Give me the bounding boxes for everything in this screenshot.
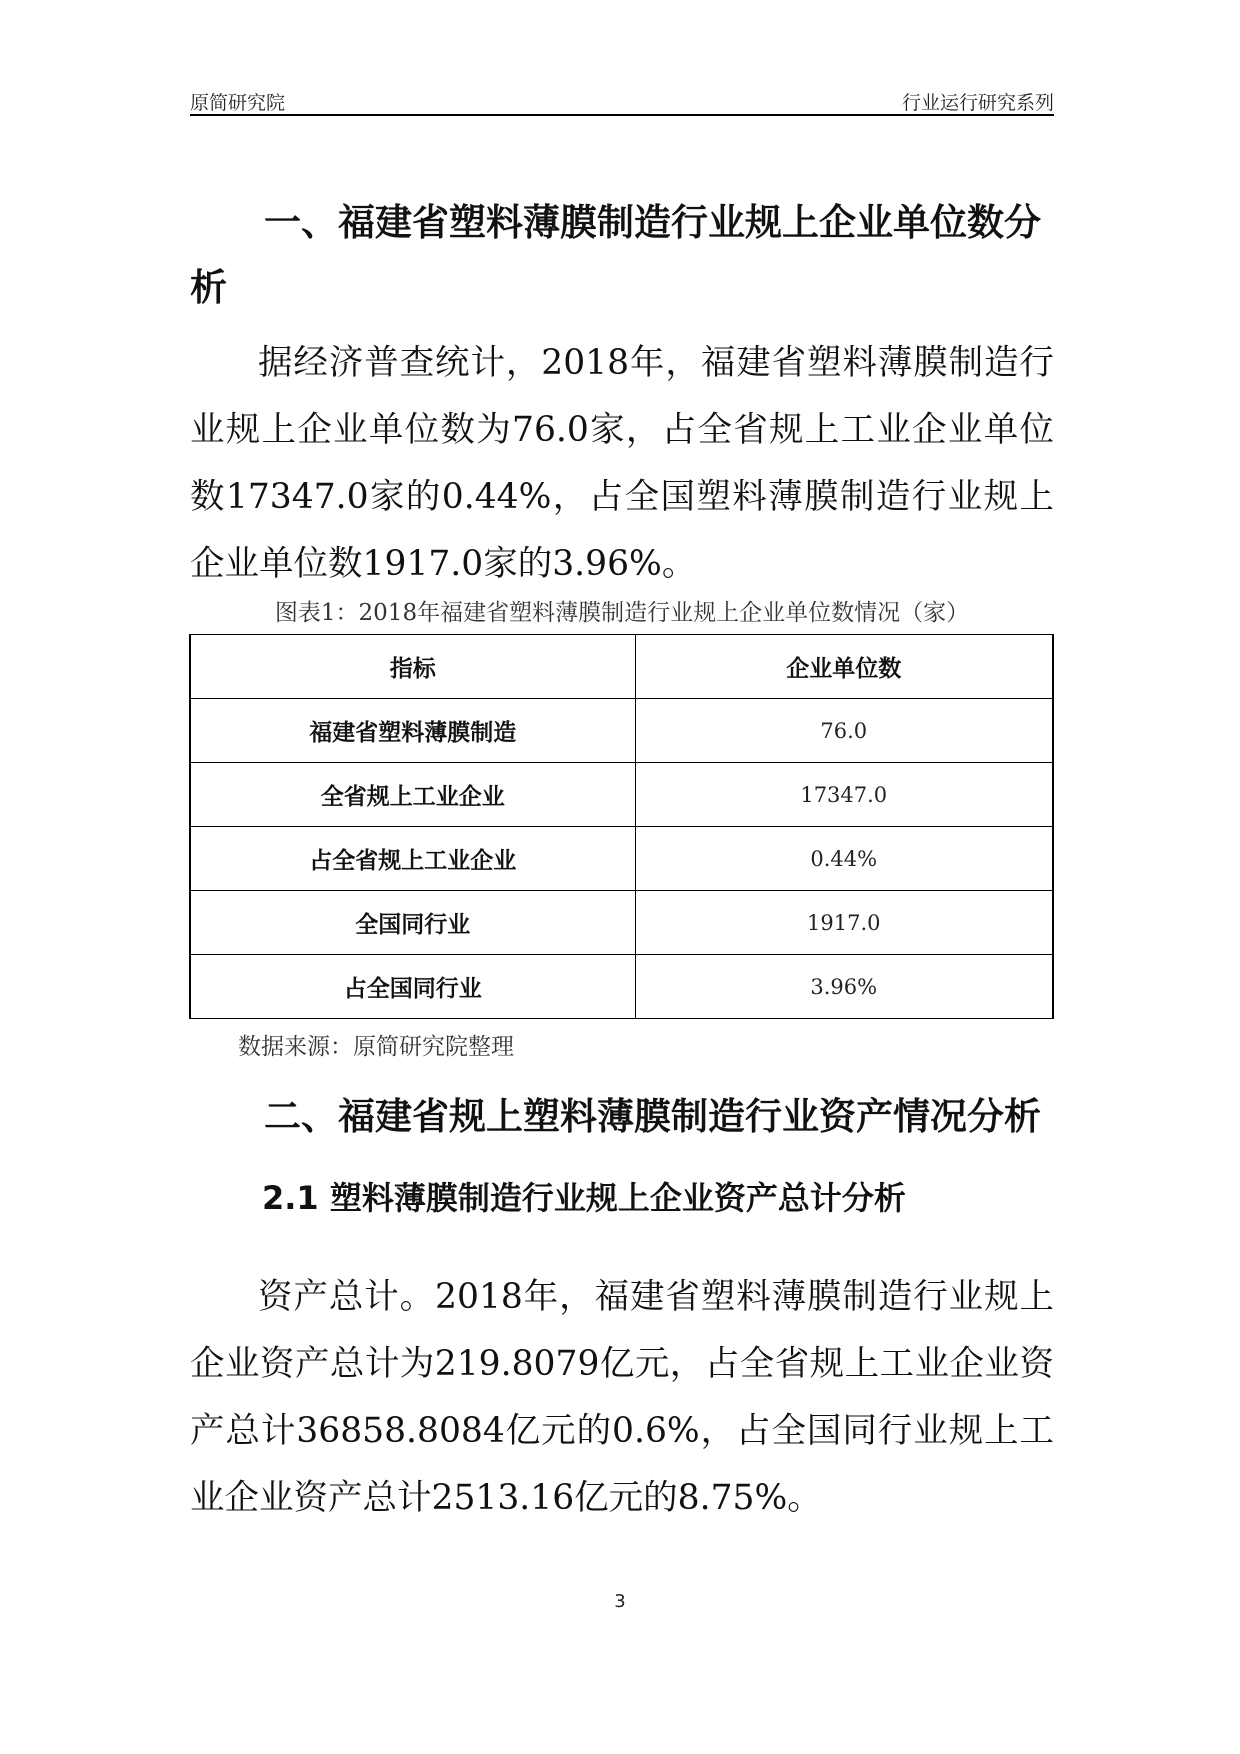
- page-number: 3: [614, 1591, 626, 1612]
- row-value: 1917.0: [635, 891, 1053, 955]
- page-header: [190, 88, 1054, 115]
- row-label: 全省规上工业企业: [190, 763, 635, 827]
- header-divider: [190, 114, 1054, 116]
- table-row: [190, 827, 1053, 891]
- column-header-indicator: 指标: [190, 635, 635, 699]
- row-label: 全国同行业: [190, 891, 635, 955]
- section-2-heading: 二、福建省规上塑料薄膜制造行业资产情况分析: [264, 1095, 1041, 1138]
- section-2-1-subheading: 2.1 塑料薄膜制造行业规上企业资产总计分析: [262, 1179, 906, 1217]
- table-row: [190, 763, 1053, 827]
- row-value: 3.96%: [635, 955, 1053, 1019]
- row-value: 76.0: [635, 699, 1053, 763]
- section-2-paragraph: 资产总计。2018年，福建省塑料薄膜制造行业规上企业资产总计为219.8079亿元，占全省规上工业企业资产总计36858.8084亿元的0.6%，占全国同行业规上工业企业资产总计2513.16亿元的8.75%。: [190, 1277, 1054, 1518]
- row-label: 占全国同行业: [190, 955, 635, 1019]
- row-value: 0.44%: [635, 827, 1053, 891]
- row-label: 占全省规上工业企业: [190, 827, 635, 891]
- table-header-row: [190, 635, 1053, 699]
- enterprise-count-table: [189, 634, 1054, 1019]
- header-org-name: 原简研究院: [190, 92, 286, 114]
- table-row: [190, 955, 1053, 1019]
- row-label: 福建省塑料薄膜制造: [190, 699, 635, 763]
- table-source-note: 数据来源：原简研究院整理: [238, 1034, 514, 1060]
- table-row: [190, 699, 1053, 763]
- row-value: 17347.0: [635, 763, 1053, 827]
- header-series-name: 行业运行研究系列: [901, 92, 1054, 114]
- table-row: [190, 891, 1053, 955]
- section-1-heading: 一、福建省塑料薄膜制造行业规上企业单位数分析: [190, 201, 1041, 309]
- column-header-count: 企业单位数: [635, 635, 1053, 699]
- section-1-paragraph: 据经济普查统计，2018年，福建省塑料薄膜制造行业规上企业单位数为76.0家，占全省规上工业企业单位数17347.0家的0.44%，占全国塑料薄膜制造行业规上企业单位数1917.0家的3.96%。: [190, 343, 1054, 584]
- table-caption: 图表1：2018年福建省塑料薄膜制造行业规上企业单位数情况（家）: [274, 600, 970, 626]
